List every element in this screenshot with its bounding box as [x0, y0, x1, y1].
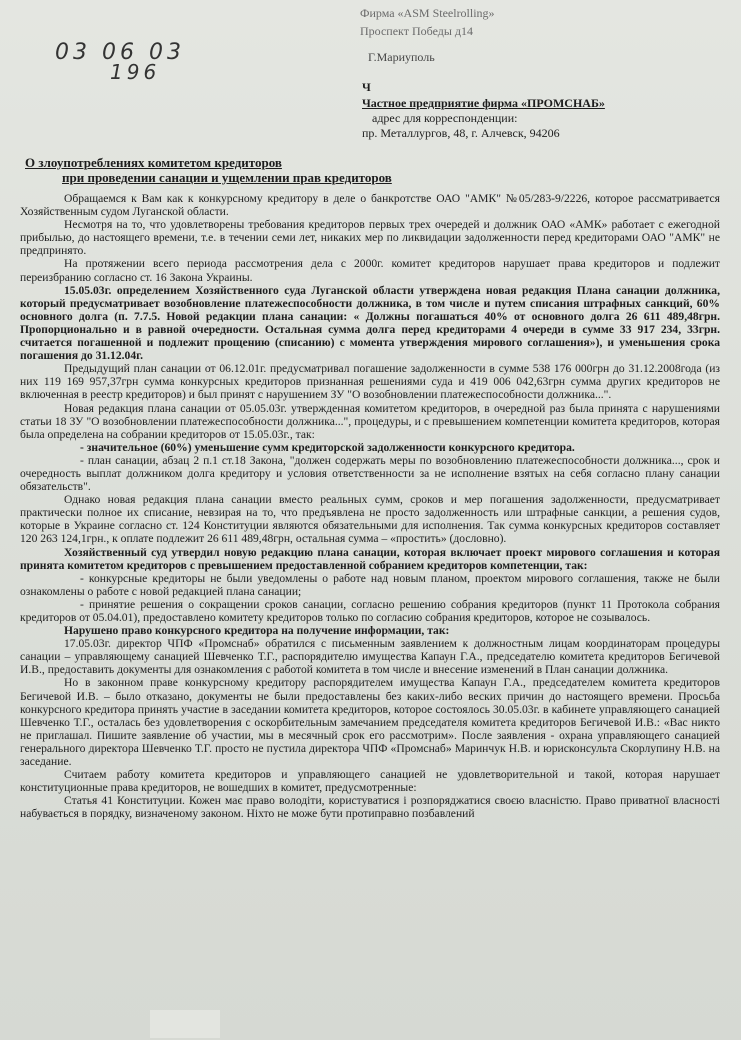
handwritten-date: 03 06 03 — [55, 40, 185, 65]
firm-name: Фирма «ASM Steelrolling» — [360, 6, 495, 20]
letter-body — [20, 192, 720, 821]
paragraph: - план санации, абзац 2 п.1 ст.18 Закона, "должен содержать меры по возобновлению платежеспособности должника..., срок и очередность выплат должником долга кредитору и условия ответственности за не исполнение взятых на себя согласно плану санации обязательств". — [20, 453, 720, 494]
title-line-2: при проведении санации и ущемлении прав кредиторов — [62, 170, 392, 185]
address-label: адрес для корреспонденции: — [372, 111, 518, 125]
paragraph: Хозяйственный суд утвердил новую редакцию плана санации, которая включает проект мирового соглашения и которая принята комитетом кредиторов с превышением предоставленной собранием кредиторов компетенции, так: — [20, 545, 720, 572]
title-line-1: О злоупотреблениях комитетом кредиторов — [25, 155, 282, 170]
paragraph: Однако новая редакция плана санации вместо реальных сумм, сроков и мер погашения задолженности, предусматривает практически полное их списание, невзирая на то, что предъявлена не просто задолженность или штрафные санкции, а решения судов, которые в Украине согласно ст. 124 Конституции являются обязательными для исполнения. Так сумма конкурсных кредиторов составляет 120 263 124,1грн., к оплате подлежит 26 611 489,48грн, остальная сумма – «простить» (дословно). — [20, 493, 720, 546]
paragraph: Но в законном праве конкурсному кредитору распорядителем имущества Капаун Г.А., председателем комитета кредиторов Бегичевой И.В. – было отказано, документы не были предоставлены без каких-либо веских причин до настоящего времени. Просьба конкурсного кредитора принять участие в заседании комитета кредиторов, которое состоялось 30.05.03г. в кабинете управляющего санацией Шевченко Т.Г., осталась без удовлетворения с оскорбительным замечанием председателя комитета кредиторов Бегичевой И.В.: «Вас никто не приглашал. Пишите заявление об участии, мы в месячный срок его рассмотрим». После заявления - охрана управляющего санацией генерального директора Шевченко Т.Г. просто не пустила директора ЧПФ «Промснаб» Маринчук Н.В. и юрисконсульта Скорлупину Н.В. на заседание. — [20, 676, 720, 769]
paragraph: 15.05.03г. определением Хозяйственного суда Луганской области утверждена новая редакция Плана санации должника, который предусматривает возобновление платежеспособности должника, в том числе и путем списания штрафных санкций, 60% основного долга (п. 7.7.5. Новой редакции плана санации: « Должны погашаться 40% от основного долга 26 611 489,48грн. Пропорционально и в равной очередности. Остальная сумма долга перед кредиторами 4 очереди в сумме 33 917 234, 33грн. считается погашенной и подлежит прощению (списанию) с момента утверждения мирового соглашения»), и уменьшения срока погашения до 31.12.04г. — [20, 283, 720, 363]
paragraph: - значительное (60%) уменьшение сумм кредиторской задолженности конкурсного кредитора. — [80, 440, 575, 454]
firm-avenue: Проспект Победы д14 — [360, 24, 474, 38]
company-name: Частное предприятие фирма «ПРОМСНАБ» — [362, 96, 605, 110]
scan-blur — [150, 1010, 220, 1038]
paragraph: На протяжении всего периода рассмотрения дела с 2000г. комитет кредиторов нарушает права кредиторов и подлежит переизбранию согласно ст. 16 Закона Украины. — [20, 257, 720, 284]
paragraph: Статья 41 Конституции. Кожен має право володіти, користуватися і розпоряджатися своєю власністю. Право приватної власності набувається в порядку, визначеному законом. Ніхто не може бути протиправно позбавлений — [20, 794, 720, 821]
paragraph: Обращаемся к Вам как к конкурсному кредитору в деле о банкротстве ОАО "АМК" №05/283-9/2226, которое рассматривается Хозяйственным судом Луганской области. — [20, 192, 720, 219]
paragraph: Новая редакция плана санации от 05.05.03г. утвержденная комитетом кредиторов, в очередной раз была принята с нарушениями статьи 18 ЗУ "О возобновлении платежеспособности должника...", процедуры, и с превышением компетенции комитета кредиторов, которая была определена на собрании кредиторов от 15.05.03г., так: — [20, 401, 720, 441]
paragraph: 17.05.03г. директор ЧПФ «Промснаб» обратился с письменным заявлением к должностным лицам координаторам процедуры санации – управляющему санацией Шевченко Т.Г., распорядителю имущества Капаун Г.А., председателю комитета кредиторов Бегичевой И.В., предоставить документы для ознакомления с работой комитета в том числе и внесение изменений в План санации должника. — [20, 637, 720, 677]
paragraph: Считаем работу комитета кредиторов и управляющего санацией не удовлетворительной и такой, которая нарушает конституционные права кредиторов, не вошедших в комитет, предусмотренные: — [20, 768, 720, 795]
handwritten-number: 196 — [110, 60, 161, 84]
paragraph: Нарушено право конкурсного кредитора на получение информации, так: — [64, 624, 450, 638]
paragraph: Несмотря на то, что удовлетворены требования кредиторов первых трех очередей и должник ОАО «АМК» работает с ежегодной прибылью, до настоящего времени, т.е. в течении семи лет, никаких мер по ликвидации задолженности перед кредиторами ОАО "АМК" не предпринято. — [20, 218, 720, 258]
paragraph: Предыдущий план санации от 06.12.01г. предусматривал погашение задолженности в сумме 538 176 000грн до 31.12.2008года (из них 119 169 957,37грн сумма конкурсных кредиторов признанная решениями суда и 419 006 042,63грн сумма других кредиторов не включенная в реестр кредиторов) и был принят с нарушением ЗУ "О возобновлении платежеспособности должника...". — [20, 362, 720, 402]
address: пр. Металлургов, 48, г. Алчевск, 94206 — [362, 126, 560, 140]
paragraph: - принятие решения о сокращении сроков санации, согласно решению собрания кредиторов (пункт 11 Протокола собрания кредиторов от 05.04.01), предоставлено комитету кредиторов только по согласию собрания кредиторов, которое не созывалось. — [20, 597, 720, 624]
city: Г.Мариуполь — [368, 50, 435, 64]
paragraph: - конкурсные кредиторы не были уведомлены о работе над новым планом, проектом мирового соглашения, также не были ознакомлены о работе с новой редакцией плана санации; — [20, 571, 720, 598]
recipient-mark: Ч — [362, 80, 371, 94]
